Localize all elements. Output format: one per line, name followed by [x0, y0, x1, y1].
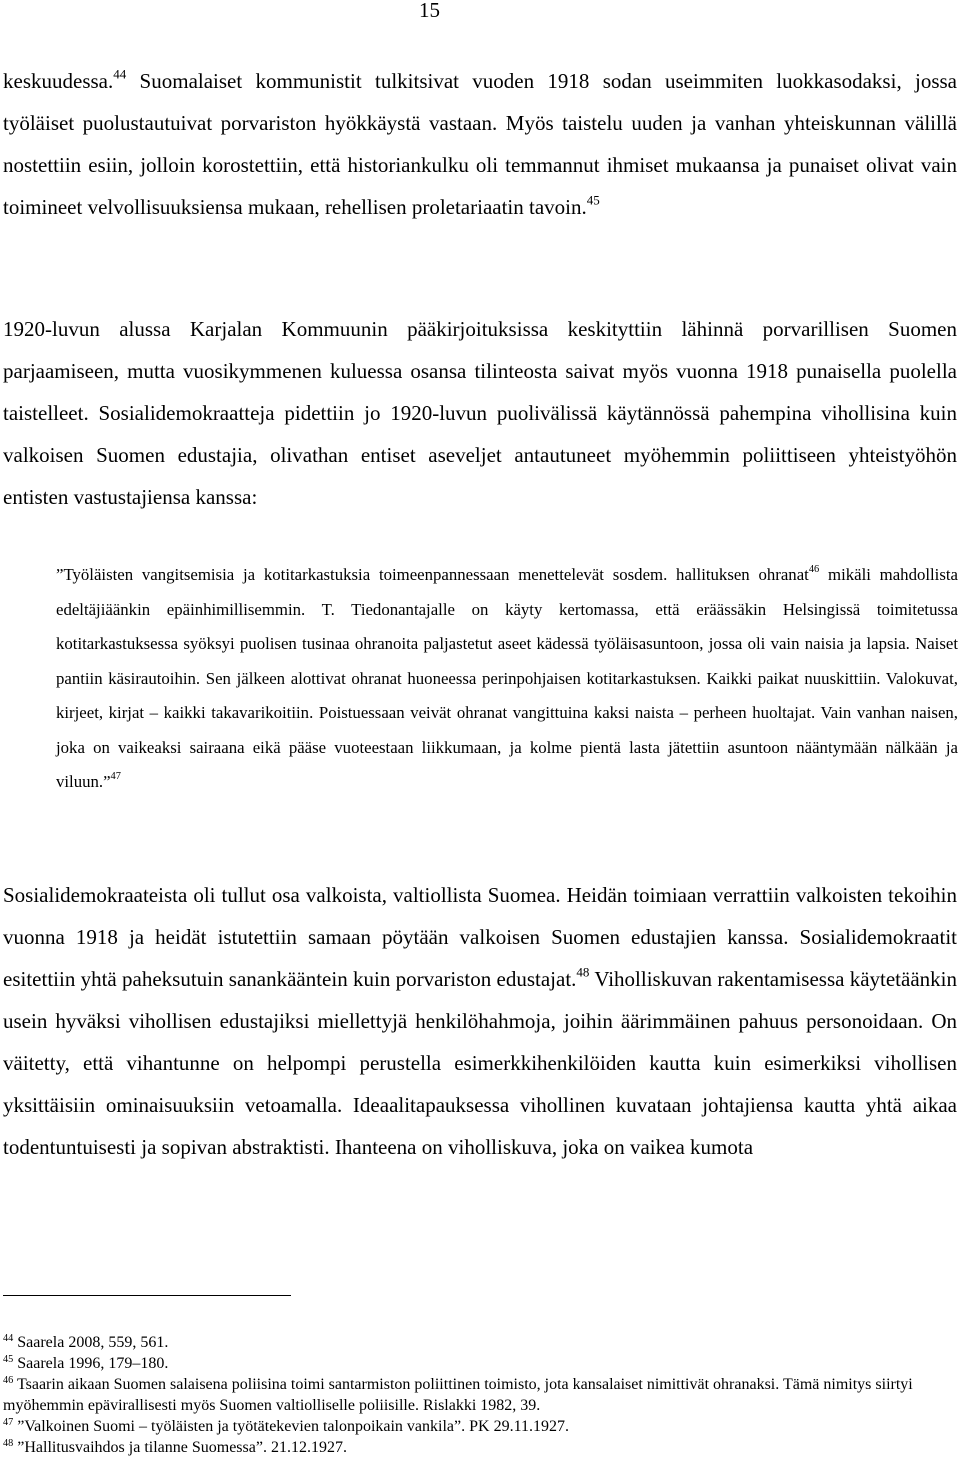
paragraph-3-part-2: Viholliskuvan rakentamisessa käytetäänkin usein hyväksi vihollisen edustajiksi miellettyjä henkilöhahmoja, joihin äärimmäinen pahuus personoidaan. On väitetty, että vihantunne on helpompi perustella esimerkkihenkilöiden kautta kuin esimerkiksi vihollisen yksittäisiin ominaisuuksiin vetoamalla. Ideaalitapauksessa vihollinen kuvataan johtajiensa kautta yhtä aikaa todentuntuisesti ja sopivan abstraktisti. Ihanteena on viholliskuva, joka on vaikea kumota: [3, 967, 957, 1159]
footnote-47: [3, 1416, 957, 1437]
footnote-text: Saarela 2008, 559, 561.: [17, 1334, 169, 1351]
paragraph-2: 1920-luvun alussa Karjalan Kommuunin pääkirjoituksissa keskityttiin lähinnä porvarillisen Suomen parjaamiseen, mutta vuosikymmenen kuluessa osansa tilinteosta saivat myös vuonna 1918 punaisella puolella taistelleet. Sosialidemokraatteja pidettiin jo 1920-luvun puolivälissä käytännössä pahempina vihollisina kuin valkoisen Suomen edustajia, olivathan entiset aseveljet antautuneet myöhemmin poliittiseen yhteistyöhön entisten vastustajiensa kanssa:: [3, 317, 957, 509]
paragraph-1-lead: keskuudessa.: [3, 69, 114, 93]
footnote-48: [3, 1437, 957, 1458]
footnote-ref-44[interactable]: 44: [113, 66, 127, 82]
footnotes: [3, 1332, 957, 1458]
footnote-ref-47[interactable]: 47: [110, 771, 121, 783]
footnote-separator: [3, 1295, 291, 1296]
footnote-46: [3, 1374, 957, 1416]
footnote-text: ”Hallitusvaihdos ja tilanne Suomessa”. 21.12.1927.: [17, 1439, 347, 1456]
footnote-number: 45: [3, 1353, 14, 1365]
quote-part-1: ”Työläisten vangitsemisia ja kotitarkastuksia toimeenpannessaan menettelevät sosdem. hallituksen ohranat: [56, 565, 809, 584]
paragraph-3-part-1: Sosialidemokraateista oli tullut osa valkoista, valtiollista Suomea. Heidän toimiaan verrattiin valkoisten tekoihin vuonna 1918 ja heidät istutettiin samaan pöytään valkoisen Suomen edustajien kanssa. Sosialidemokraatit esitettiin yhtä paheksutuin sanankääntein kuin porvariston edustajat.: [3, 883, 957, 991]
paragraph-3: [3, 874, 957, 1168]
footnote-ref-48[interactable]: 48: [576, 964, 590, 980]
footnote-44: [3, 1332, 957, 1353]
block-quote: [56, 558, 958, 800]
paragraph-1: [3, 60, 957, 228]
footnote-number: 48: [3, 1437, 14, 1449]
footnote-text: Saarela 1996, 179–180.: [17, 1355, 169, 1372]
quote-part-2: mikäli mahdollista edeltäjiäänkin epäinhimillisemmin. T. Tiedonantajalle on käyty kertomassa, että eräässäkin Helsingissä toimitetussa kotitarkastuksessa syöksyi puolisen tusinaa ohranoita paljastetut aseet kädessä työläisasuntoon, jossa oli vain naisia ja lapsia. Naiset pantiin käsirautoihin. Sen jälkeen alottivat ohranat huoneessa perinpohjaisen kotitarkastuksen. Kaikki paikat nuuskittiin. Valokuvat, kirjeet, kirjat – kaikki takavarikoitiin. Poistuessaan veivät ohranat vangittuina kaksi naista – perheen huoltajat. Vain vanhan naisen, joka on vaikeaksi sairaana eikä pääse vuoteestaan liikkumaan, ja kolme pientä lasta jätettiin asuntoon nääntymään nälkään ja viluun.”: [56, 565, 958, 791]
footnote-number: 47: [3, 1416, 14, 1428]
paragraph-1-body: Suomalaiset kommunistit tulkitsivat vuoden 1918 sodan useimmiten luokkasodaksi, jossa työläiset puolustautuivat porvariston hyökkäystä vastaan. Myös taistelu uuden ja vanhan yhteiskunnan välillä nostettiin esiin, jolloin korostettiin, että historiankulku oli temmannut ihmiset mukaansa ja punaiset olivat vain toimineet velvollisuuksiensa mukaan, rehellisen proletariaatin tavoin.: [3, 69, 957, 219]
footnote-text: ”Valkoinen Suomi – työläisten ja työtätekevien talonpoikain vankila”. PK 29.11.1927.: [17, 1418, 569, 1435]
footnote-ref-45[interactable]: 45: [586, 192, 600, 208]
footnote-number: 44: [3, 1332, 14, 1344]
footnote-ref-46[interactable]: 46: [808, 564, 820, 576]
page-number: 15: [419, 0, 440, 22]
footnote-text: Tsaarin aikaan Suomen salaisena poliisina toimi santarmiston poliittinen toimisto, jota kansalaiset nimittivät ohranaksi. Tämä nimitys siirtyi myöhemmin epävirallisesti myös Suomen valtiolliselle poliisille. Rislakki 1982, 39.: [3, 1376, 913, 1414]
footnote-45: [3, 1353, 957, 1374]
footnote-number: 46: [3, 1374, 14, 1386]
